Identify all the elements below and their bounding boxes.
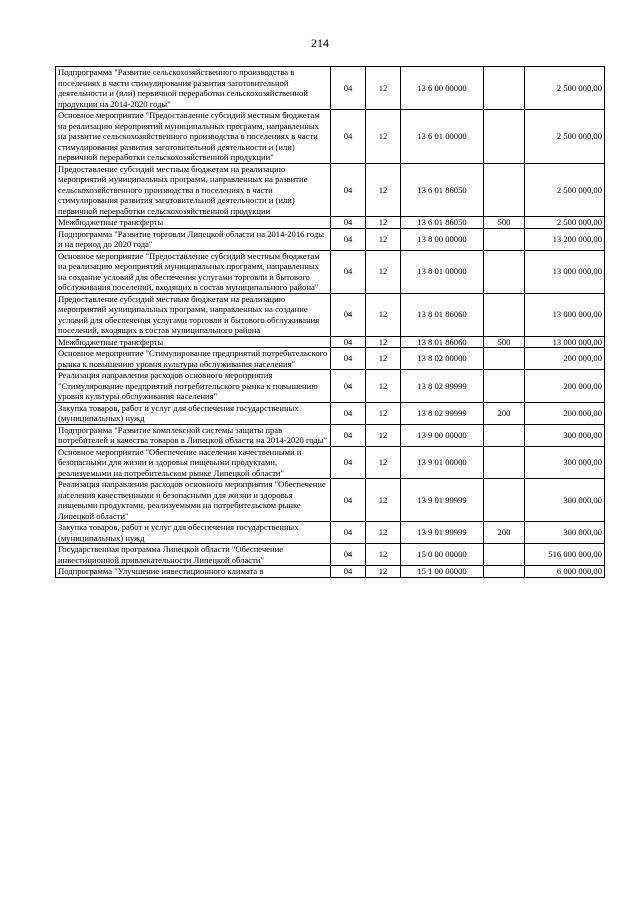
table-row <box>56 348 605 370</box>
row-name: Межбюджетные трансферты <box>56 336 331 348</box>
subsection-code: 12 <box>366 544 401 566</box>
row-name: Предоставление субсидий местным бюджетам на реализацию мероприятий муниципальных программ, направленных на развитие сельскохозяйственного производства в поселениях в части стимулирования развития заготовительной деятельности и (или) первичной переработки сельскохозяйственной продукции <box>56 163 331 217</box>
table-row <box>56 110 605 164</box>
subsection-code: 12 <box>366 424 401 446</box>
table-row <box>56 336 605 348</box>
section-code: 04 <box>331 566 366 578</box>
subsection-code: 12 <box>366 228 401 250</box>
subsection-code: 12 <box>366 217 401 229</box>
expense-type-code <box>484 424 525 446</box>
section-code: 04 <box>331 110 366 164</box>
row-name: Подпрограмма "Улучшение инвестиционного климата в <box>56 566 331 578</box>
row-name: Государственная программа Липецкой области "Обеспечение инвестиционной привлекательности Липецкой области" <box>56 544 331 566</box>
subsection-code: 12 <box>366 336 401 348</box>
row-name: Основное мероприятие "Обеспечение населения качественными и безопасными для жизни и здоровья пищевыми продуктами, реализуемыми на потребительском рынке Липецкой области" <box>56 446 331 479</box>
expense-type-code <box>484 566 525 578</box>
row-name: Подпрограмма "Развитие комплексной системы защиты прав потребителей и качества товаров в Липецкой области на 2014-2020 годы" <box>56 424 331 446</box>
amount: 300 000,00 <box>525 424 605 446</box>
section-code: 04 <box>331 163 366 217</box>
target-article-code: 13 8 02 99999 <box>401 370 484 403</box>
section-code: 04 <box>331 479 366 522</box>
row-name: Основное мероприятие "Предоставление субсидий местным бюджетам на реализацию мероприятий муниципальных программ, направленных на развитие сельскохозяйственного производства в поселениях в части стимулирования развития заготовительной деятельности и (или) первичной переработки сельскохозяйственной продукции" <box>56 110 331 164</box>
subsection-code: 12 <box>366 67 401 110</box>
target-article-code: 13 6 01 00000 <box>401 110 484 164</box>
section-code: 04 <box>331 544 366 566</box>
amount: 300 000,00 <box>525 522 605 544</box>
section-code: 04 <box>331 348 366 370</box>
row-name: Основное мероприятие "Предоставление субсидий местным бюджетам на реализацию мероприятий муниципальных программ, направленных на создание условий для обеспечения услугами торговли и бытового обслуживания поселений, входящих в состав муниципального района" <box>56 250 331 293</box>
expense-type-code <box>484 446 525 479</box>
section-code: 04 <box>331 446 366 479</box>
expense-type-code <box>484 544 525 566</box>
subsection-code: 12 <box>366 402 401 424</box>
section-code: 04 <box>331 67 366 110</box>
row-name: Подпрограмма "Развитие сельскохозяйственного производства в поселениях в части стимулирования развития заготовительной деятельности и (или) первичной переработки сельскохозяйственной продукции на 2014-2020 годы" <box>56 67 331 110</box>
subsection-code: 12 <box>366 446 401 479</box>
target-article-code: 13 6 00 00000 <box>401 67 484 110</box>
target-article-code: 13 9 01 99999 <box>401 479 484 522</box>
section-code: 04 <box>331 293 366 336</box>
expense-type-code <box>484 348 525 370</box>
subsection-code: 12 <box>366 522 401 544</box>
table-row <box>56 370 605 403</box>
section-code: 04 <box>331 370 366 403</box>
expense-type-code <box>484 370 525 403</box>
table-row <box>56 402 605 424</box>
amount: 2 500 000,00 <box>525 163 605 217</box>
table-row <box>56 424 605 446</box>
amount: 13 200 000,00 <box>525 228 605 250</box>
expense-type-code <box>484 293 525 336</box>
section-code: 04 <box>331 228 366 250</box>
amount: 200 000,00 <box>525 402 605 424</box>
row-name: Межбюджетные трансферты <box>56 217 331 229</box>
amount: 516 000 000,00 <box>525 544 605 566</box>
amount: 300 000,00 <box>525 479 605 522</box>
table-row <box>56 67 605 110</box>
expense-type-code <box>484 228 525 250</box>
section-code: 04 <box>331 424 366 446</box>
subsection-code: 12 <box>366 110 401 164</box>
table-row <box>56 479 605 522</box>
table-row <box>56 522 605 544</box>
expense-type-code: 500 <box>484 336 525 348</box>
table-row <box>56 163 605 217</box>
amount: 2 500 000,00 <box>525 217 605 229</box>
subsection-code: 12 <box>366 293 401 336</box>
table-row <box>56 293 605 336</box>
target-article-code: 13 9 00 00000 <box>401 424 484 446</box>
target-article-code: 15 1 00 00000 <box>401 566 484 578</box>
table-row <box>56 544 605 566</box>
expense-type-code <box>484 479 525 522</box>
expense-type-code: 200 <box>484 522 525 544</box>
expense-type-code <box>484 250 525 293</box>
subsection-code: 12 <box>366 566 401 578</box>
section-code: 04 <box>331 336 366 348</box>
section-code: 04 <box>331 522 366 544</box>
amount: 13 000 000,00 <box>525 250 605 293</box>
target-article-code: 13 8 02 00000 <box>401 348 484 370</box>
table-row <box>56 228 605 250</box>
target-article-code: 13 8 01 86060 <box>401 293 484 336</box>
subsection-code: 12 <box>366 370 401 403</box>
subsection-code: 12 <box>366 250 401 293</box>
section-code: 04 <box>331 217 366 229</box>
expense-type-code <box>484 163 525 217</box>
subsection-code: 12 <box>366 348 401 370</box>
target-article-code: 13 8 01 86060 <box>401 336 484 348</box>
amount: 13 000 000,00 <box>525 293 605 336</box>
expense-type-code <box>484 67 525 110</box>
target-article-code: 13 6 01 86050 <box>401 163 484 217</box>
amount: 2 500 000,00 <box>525 110 605 164</box>
target-article-code: 13 6 01 86050 <box>401 217 484 229</box>
row-name: Предоставление субсидий местным бюджетам на реализацию мероприятий муниципальных программ, направленных на создание условий для обеспечения услугами торговли и бытового обслуживания поселений, входящих в состав муниципального района <box>56 293 331 336</box>
subsection-code: 12 <box>366 479 401 522</box>
row-name: Реализация направления расходов основного мероприятия "Обеспечение населения качественными и безопасными для жизни и здоровья пищевыми продуктами, реализуемыми на потребительском рынке Липецкой области" <box>56 479 331 522</box>
section-code: 04 <box>331 250 366 293</box>
row-name: Закупка товаров, работ и услуг для обеспечения государственных (муниципальных) нужд <box>56 522 331 544</box>
row-name: Закупка товаров, работ и услуг для обеспечения государственных (муниципальных) нужд <box>56 402 331 424</box>
subsection-code: 12 <box>366 163 401 217</box>
expense-type-code: 200 <box>484 402 525 424</box>
budget-table <box>55 66 605 578</box>
target-article-code: 13 8 00 00000 <box>401 228 484 250</box>
target-article-code: 15 0 00 00000 <box>401 544 484 566</box>
expense-type-code: 500 <box>484 217 525 229</box>
row-name: Реализация направления расходов основного мероприятия "Стимулирование предприятий потребительского рынка к повышению уровня культуры обслуживания населения" <box>56 370 331 403</box>
amount: 6 000 000,00 <box>525 566 605 578</box>
amount: 200 000,00 <box>525 370 605 403</box>
amount: 13 000 000,00 <box>525 336 605 348</box>
target-article-code: 13 9 01 99999 <box>401 522 484 544</box>
row-name: Основное мероприятие "Стимулирование предприятий потребительского рынка к повышению уровня культуры обслуживания населения" <box>56 348 331 370</box>
section-code: 04 <box>331 402 366 424</box>
table-row <box>56 566 605 578</box>
target-article-code: 13 9 01 00000 <box>401 446 484 479</box>
amount: 200 000,00 <box>525 348 605 370</box>
table-row <box>56 217 605 229</box>
table-row <box>56 250 605 293</box>
amount: 2 500 000,00 <box>525 67 605 110</box>
table-row <box>56 446 605 479</box>
target-article-code: 13 8 01 00000 <box>401 250 484 293</box>
page-number: 214 <box>311 36 329 50</box>
row-name: Подпрограмма "Развитие торговли Липецкой области на 2014-2016 годы и на период до 2020 года" <box>56 228 331 250</box>
expense-type-code <box>484 110 525 164</box>
amount: 300 000,00 <box>525 446 605 479</box>
target-article-code: 13 8 02 99999 <box>401 402 484 424</box>
